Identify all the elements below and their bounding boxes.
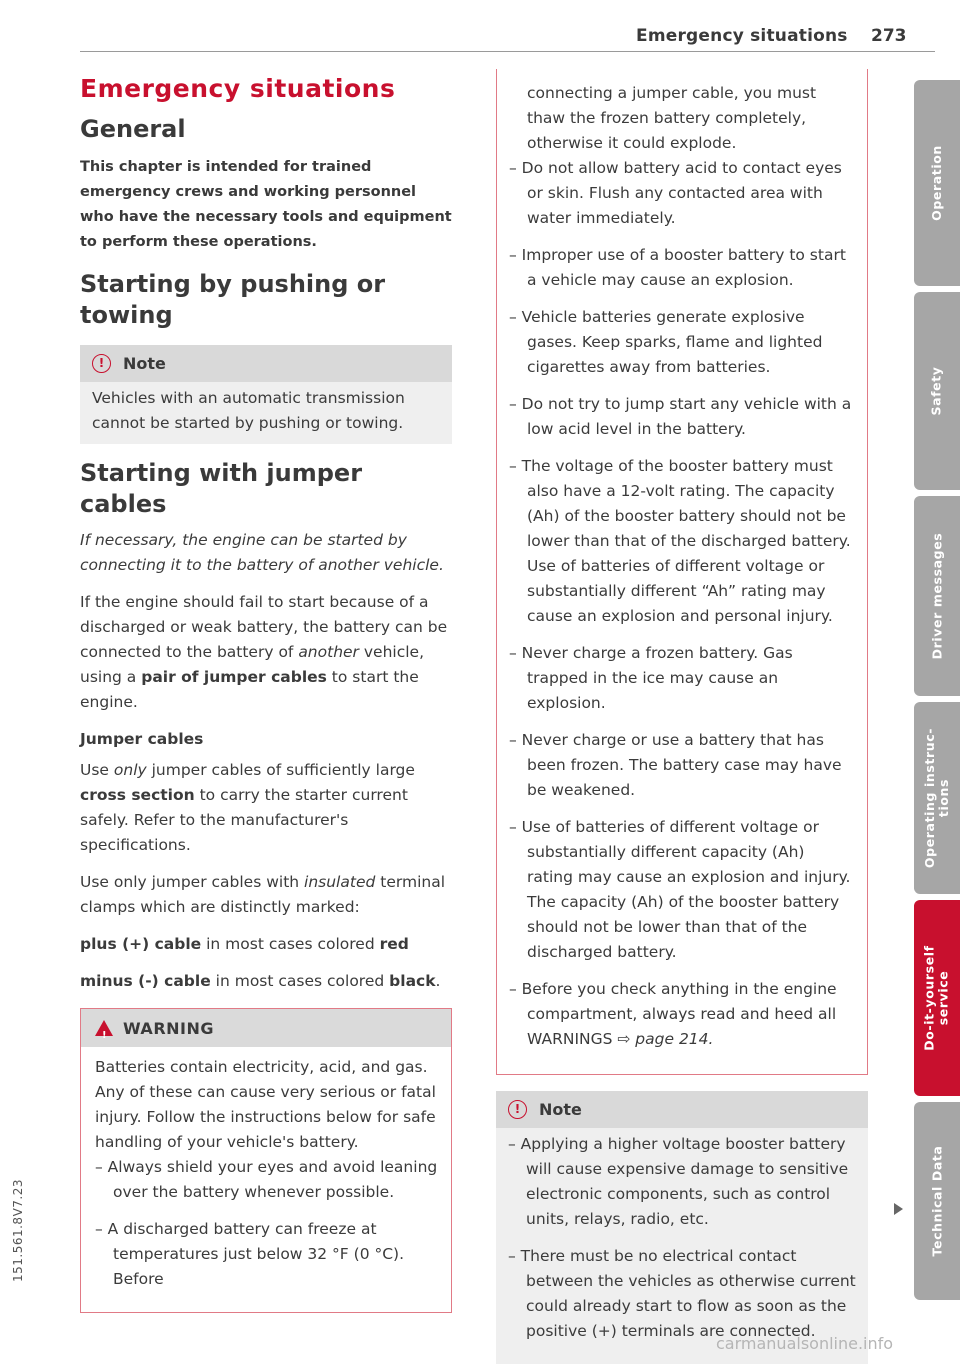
paragraph-insulated	[80, 870, 452, 920]
pushing-heading: Starting by pushing or towing	[80, 270, 386, 329]
tab-label: Driver messages	[929, 532, 944, 660]
note-item: – Applying a higher voltage booster battery will cause expensive damage to sensitive electronic components, such as control units, relays, radio, etc.	[508, 1135, 849, 1228]
note-box-2	[496, 1091, 868, 1364]
warning-item: – Never charge or use a battery that has been frozen. The battery case may have be weakened.	[509, 731, 842, 799]
continue-arrow-icon	[894, 1203, 903, 1215]
left-column	[80, 114, 452, 1313]
warning-body	[81, 1047, 451, 1312]
note-text: Vehicles with an automatic transmission cannot be started by pushing or towing.	[92, 389, 405, 432]
para-text: – Before you check anything in the engine compartment, always read and heed all WARNINGS	[509, 980, 837, 1048]
running-header-title: Emergency situations	[636, 26, 848, 46]
warning-item: – Always shield your eyes and avoid leaning over the battery whenever possible.	[95, 1158, 438, 1201]
warning-item: – A discharged battery can freeze at temperatures just below 32 °F (0 °C). Before	[95, 1220, 405, 1288]
tab-label: Operation	[929, 145, 944, 221]
document-code: 151.561.8V7.23	[11, 1179, 25, 1282]
warning-item: – Do not allow battery acid to contact eyes or skin. Flush any contacted area with water immediately.	[509, 159, 842, 227]
tab-label: Do-it-yourself service	[922, 945, 952, 1051]
note-body	[496, 1128, 868, 1364]
para-text: Use only jumper cables with	[80, 873, 305, 891]
para-text: to start the engine.	[80, 668, 419, 711]
note-label: Note	[123, 354, 166, 373]
para-text: in most cases colored	[201, 935, 380, 953]
warning-item: – Use of batteries of different voltage or substantially different capacity (Ah) rating may cause an explosion and injury. The capacity (Ah) of the booster battery should not be lower than that of the discharged battery.	[509, 818, 851, 961]
para-text: terminal clamps which are distinctly marked:	[80, 873, 446, 916]
header-rule	[80, 51, 935, 52]
info-icon: !	[508, 1100, 527, 1119]
info-icon: !	[92, 354, 111, 373]
tab-label: Operating instruc- tions	[922, 727, 952, 869]
right-column	[496, 69, 868, 1364]
warning-box	[80, 1008, 452, 1313]
cables-subheading: Jumper cables	[80, 730, 204, 748]
note-item: – There must be no electrical contact between the vehicles as otherwise current could already start to flow as soon as the positive (+) terminals are connected.	[508, 1247, 856, 1340]
warning-header	[81, 1008, 451, 1047]
tab-driver-messages[interactable]	[914, 496, 960, 696]
warning-continued-box	[496, 69, 868, 1075]
note-header	[496, 1091, 868, 1128]
para-text: If the engine should fail to start because of a discharged or weak battery, the battery can be connected to the battery of	[80, 593, 448, 661]
plus-cable-line	[80, 932, 452, 957]
page-reference-link[interactable]: ⇨ page 214.	[617, 1030, 714, 1048]
jumper-intro: If necessary, the engine can be started by connecting it to the battery of another vehicle.	[80, 531, 444, 574]
tab-label: Technical Data	[929, 1145, 945, 1257]
warning-label: WARNING	[123, 1018, 214, 1038]
tab-technical-data[interactable]	[914, 1102, 960, 1300]
tab-safety[interactable]	[914, 292, 960, 490]
minus-label: minus (-) cable	[80, 972, 211, 990]
para-emphasis: insulated	[304, 873, 376, 891]
warning-item: – Improper use of a booster battery to start a vehicle may cause an explosion.	[509, 246, 846, 289]
para-emphasis: another	[298, 643, 359, 661]
para-emphasis: only	[113, 761, 147, 779]
para-text: vehicle, using a	[80, 643, 424, 686]
general-heading: General	[80, 115, 186, 143]
para-text: Use	[80, 761, 114, 779]
minus-cable-line: minus (-) cable in most cases colored black.	[80, 972, 441, 990]
warning-item: – Do not try to jump start any vehicle with a low acid level in the battery.	[509, 395, 852, 438]
minus-color: black	[389, 972, 436, 990]
warning-item: – Vehicle batteries generate explosive gases. Keep sparks, flame and lighted cigarettes away from batteries.	[509, 308, 823, 376]
tab-label: Safety	[929, 366, 945, 416]
para-text: to carry the starter current safely. Refer to the manufacturer's specifications.	[80, 786, 408, 854]
warning-item: – The voltage of the booster battery must also have a 12-volt rating. The capacity (Ah) of the booster battery should not be lower than that of the discharged battery. Use of batteries of different voltage or substantially different “Ah” rating may cause an explosion and personal injury.	[509, 457, 851, 625]
plus-color: red	[379, 935, 409, 953]
warning-continued-text: connecting a jumper cable, you must thaw the frozen battery completely, otherwise it could explode.	[527, 84, 817, 152]
note-box	[80, 345, 452, 444]
para-bold: pair of jumper cables	[141, 668, 327, 686]
intro-text: This chapter is intended for trained emergency crews and working personnel who have the necessary tools and equipment to perform these operations.	[80, 159, 452, 250]
para-text: in most cases colored	[210, 972, 390, 990]
jumper-heading: Starting with jumper cables	[80, 459, 363, 518]
paragraph-cross-section	[80, 758, 452, 858]
paragraph-discharged	[80, 590, 452, 715]
watermark: carmanualsonline.info	[716, 1334, 894, 1353]
page-number: 273	[871, 26, 907, 46]
tab-do-it-yourself-service[interactable]	[914, 900, 960, 1096]
para-text: jumper cables of sufficiently large	[146, 761, 415, 779]
tab-operation[interactable]	[914, 80, 960, 286]
note-header	[80, 345, 452, 382]
note-label: Note	[539, 1100, 582, 1119]
warning-item: – Never charge a frozen battery. Gas trapped in the ice may cause an explosion.	[509, 644, 793, 712]
para-bold: cross section	[80, 786, 195, 804]
warning-intro: Batteries contain electricity, acid, and gas. Any of these can cause very serious or fatal injury. Follow the instructions below for safe handling of your vehicle's battery.	[95, 1058, 436, 1151]
tab-operating-instructions[interactable]	[914, 702, 960, 894]
warning-item-last	[509, 977, 855, 1052]
plus-label: plus (+) cable	[80, 935, 202, 953]
warning-icon: !	[95, 1020, 113, 1036]
chapter-title: Emergency situations	[80, 74, 396, 103]
